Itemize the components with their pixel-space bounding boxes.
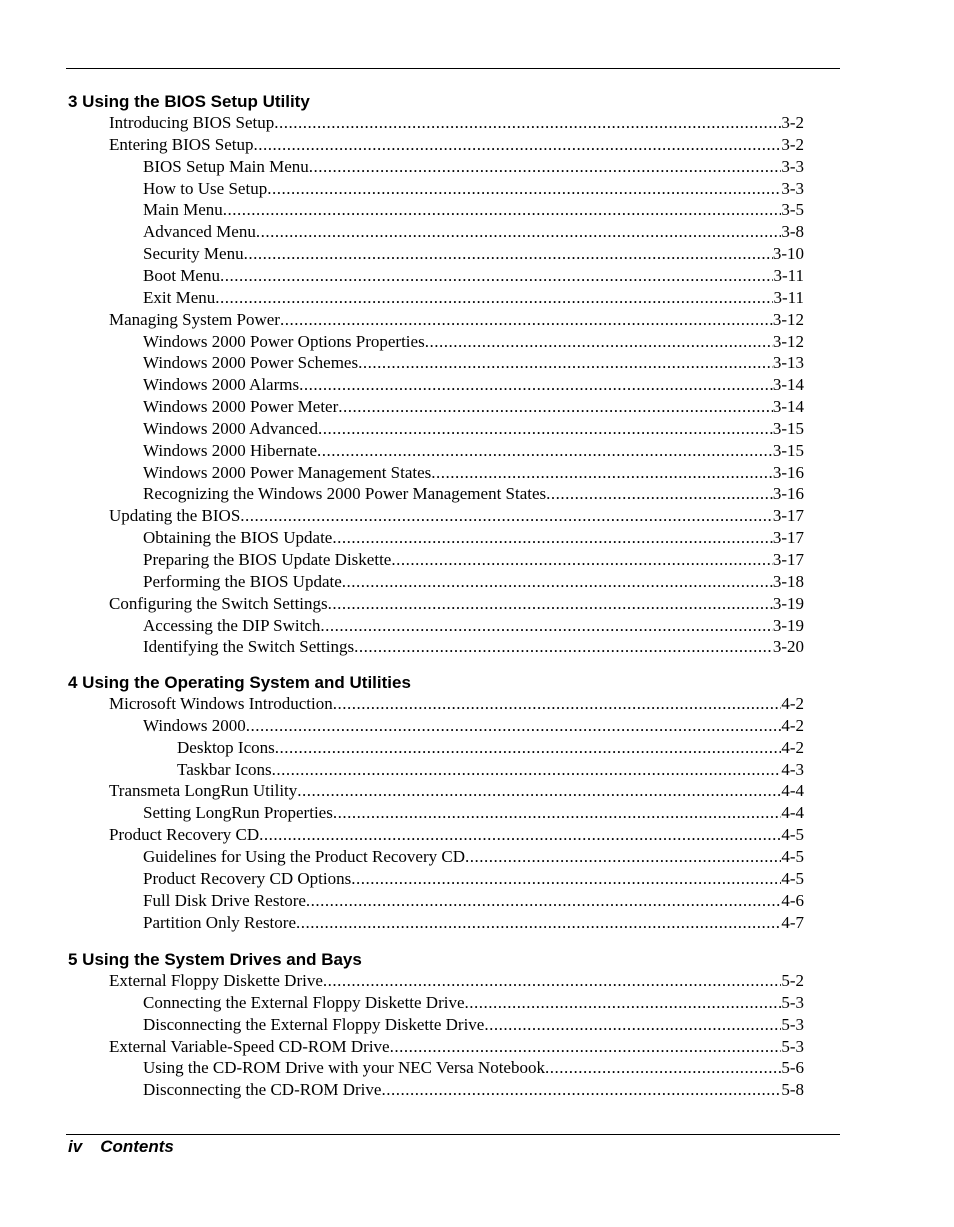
- toc-entry-title: Introducing BIOS Setup: [109, 113, 275, 132]
- dot-leader: [484, 1014, 781, 1036]
- toc-entry-title: Identifying the Switch Settings: [143, 637, 355, 657]
- toc-entry[interactable]: [143, 1057, 804, 1079]
- toc-entry-title: Connecting the External Floppy Diskette Drive: [143, 992, 465, 1012]
- dot-leader: [354, 636, 773, 658]
- toc-entry[interactable]: [143, 802, 804, 824]
- dot-leader: [332, 527, 772, 549]
- toc-entry-page: 4-2: [781, 694, 804, 713]
- dot-leader: [465, 846, 781, 868]
- toc-entry-title: Preparing the BIOS Update Diskette: [143, 550, 392, 569]
- dot-leader: [390, 1036, 782, 1058]
- toc-entry-title: Windows 2000 Power Schemes: [143, 353, 359, 373]
- toc-entry-page: 3-14: [772, 397, 804, 417]
- toc-entry-title: Windows 2000 Advanced: [143, 418, 318, 438]
- toc-entry-page: 3-16: [772, 484, 804, 504]
- toc-entry-page: 4-5: [781, 825, 804, 845]
- dot-leader: [240, 505, 773, 527]
- toc-entry-title: External Floppy Diskette Drive: [109, 971, 323, 990]
- toc-entry[interactable]: [109, 505, 804, 527]
- toc-entry[interactable]: [109, 970, 804, 992]
- toc-entry-page: 5-2: [781, 971, 804, 990]
- dot-leader: [351, 868, 781, 890]
- toc-entry-title: Boot Menu: [143, 265, 220, 285]
- dot-leader: [306, 890, 781, 912]
- toc-entry-title: Accessing the DIP Switch: [143, 615, 321, 635]
- dot-leader: [299, 374, 773, 396]
- dot-leader: [431, 462, 773, 484]
- toc-entry[interactable]: [143, 374, 804, 396]
- toc-entry-page: 3-11: [773, 265, 804, 285]
- footer-page-number: iv: [68, 1137, 83, 1156]
- footer-rule: [66, 1134, 840, 1135]
- toc-entry-title: Disconnecting the CD-ROM Drive: [143, 1080, 382, 1100]
- dot-leader: [320, 615, 772, 637]
- toc-entry-title: Obtaining the BIOS Update: [143, 528, 333, 548]
- toc-entry[interactable]: [143, 890, 804, 912]
- toc-entry-title: Product Recovery CD Options: [143, 868, 352, 888]
- toc-entry-title: Security Menu: [143, 244, 244, 264]
- toc-entry-title: How to Use Setup: [143, 178, 268, 198]
- toc-entry-title: Advanced Menu: [143, 222, 256, 242]
- toc-entry-page: 3-5: [781, 200, 804, 220]
- toc-entry-page: 3-2: [781, 134, 804, 154]
- toc-entry[interactable]: [143, 1014, 804, 1036]
- toc-entry[interactable]: [177, 759, 804, 781]
- dot-leader: [358, 352, 773, 374]
- toc-entry-title: Transmeta LongRun Utility: [109, 781, 298, 801]
- toc-entry[interactable]: [143, 992, 804, 1014]
- toc-entry[interactable]: [109, 824, 804, 846]
- toc-entry-page: 3-20: [772, 637, 804, 657]
- toc-entry-page: 3-13: [772, 353, 804, 373]
- dot-leader: [333, 802, 782, 824]
- toc-entry-page: 4-2: [781, 715, 804, 735]
- toc-entry-page: 4-5: [781, 868, 804, 888]
- toc-entry-title: Windows 2000 Power Management States: [143, 462, 432, 482]
- toc-entry[interactable]: [143, 715, 804, 737]
- toc-entry[interactable]: [143, 199, 804, 221]
- toc-entry-page: 3-11: [773, 287, 804, 307]
- dot-leader: [318, 418, 773, 440]
- toc-entry-page: 5-6: [781, 1058, 804, 1078]
- dot-leader: [256, 221, 782, 243]
- toc-entry[interactable]: [109, 780, 804, 802]
- footer-section-title: Contents: [100, 1137, 174, 1156]
- toc-entry-title: Partition Only Restore: [143, 912, 296, 932]
- toc-entry[interactable]: [143, 868, 804, 890]
- toc-entry-title: Entering BIOS Setup: [109, 134, 254, 154]
- toc-entry-title: Recognizing the Windows 2000 Power Management States: [143, 484, 547, 504]
- dot-leader: [296, 912, 781, 934]
- toc-entry-title: Taskbar Icons: [177, 759, 272, 779]
- toc-entry-page: 4-2: [781, 737, 804, 757]
- dot-leader: [220, 265, 773, 287]
- toc-entry-page: 4-6: [781, 890, 804, 910]
- toc-entry-page: 5-3: [781, 1036, 804, 1056]
- toc-entry-page: 3-14: [772, 375, 804, 395]
- toc-entry-title: Windows 2000 Hibernate: [143, 440, 318, 460]
- toc-entry-title: Product Recovery CD: [109, 825, 260, 845]
- toc-entry[interactable]: [143, 178, 804, 200]
- chapter-title: 4 Using the Operating System and Utilities: [68, 673, 411, 692]
- dot-leader: [333, 693, 782, 715]
- dot-leader: [244, 243, 773, 265]
- dot-leader: [274, 112, 781, 134]
- toc-entry-page: 3-15: [772, 418, 804, 438]
- toc-entry-title: Windows 2000 Power Meter: [143, 397, 339, 417]
- toc-entry-title: Configuring the Switch Settings: [109, 593, 328, 613]
- toc-entry-title: Desktop Icons: [177, 737, 275, 757]
- toc-entry-title: Exit Menu: [143, 287, 216, 307]
- toc-entry-title: BIOS Setup Main Menu: [143, 156, 309, 176]
- toc-entry[interactable]: [143, 912, 804, 934]
- dot-leader: [317, 440, 773, 462]
- toc-entry-page: 3-15: [772, 440, 804, 460]
- toc-entry-page: 3-17: [772, 550, 804, 569]
- toc-entry[interactable]: [109, 1036, 804, 1058]
- toc-entry-title: Main Menu: [143, 200, 223, 220]
- toc-entry-title: Disconnecting the External Floppy Diskette Drive: [143, 1014, 485, 1034]
- toc-entry-page: 3-10: [772, 244, 804, 264]
- toc-entry[interactable]: [143, 462, 804, 484]
- toc-entry-title: Windows 2000 Power Options Properties: [143, 331, 425, 351]
- dot-leader: [297, 780, 781, 802]
- dot-leader: [545, 1057, 781, 1079]
- toc-entry-title: Updating the BIOS: [109, 506, 241, 526]
- dot-leader: [338, 396, 773, 418]
- dot-leader: [254, 134, 782, 156]
- toc-entry[interactable]: [143, 549, 804, 571]
- toc-entry[interactable]: [143, 287, 804, 309]
- dot-leader: [323, 970, 781, 992]
- toc-entry-page: 3-19: [772, 593, 804, 613]
- toc-entry-title: Windows 2000: [143, 715, 246, 735]
- dot-leader: [246, 715, 782, 737]
- toc-entry-page: 5-3: [781, 1014, 804, 1034]
- toc-entry[interactable]: [143, 846, 804, 868]
- toc-entry[interactable]: [143, 396, 804, 418]
- toc-entry[interactable]: [143, 243, 804, 265]
- toc-entry[interactable]: [177, 737, 804, 759]
- toc-entry-title: Microsoft Windows Introduction: [109, 694, 333, 713]
- toc-entry-title: Managing System Power: [109, 309, 280, 329]
- dot-leader: [425, 331, 773, 353]
- toc-entry-page: 3-12: [772, 309, 804, 329]
- toc-entry-page: 4-7: [781, 912, 804, 932]
- toc-entry-title: Windows 2000 Alarms: [143, 375, 300, 395]
- toc-entry[interactable]: [109, 134, 804, 156]
- page-footer: [68, 1137, 174, 1157]
- toc-entry[interactable]: [143, 221, 804, 243]
- toc-entry[interactable]: [143, 418, 804, 440]
- toc-entry[interactable]: [109, 693, 804, 715]
- toc-entry-page: 3-18: [772, 571, 804, 591]
- toc-entry-page: 3-17: [772, 506, 804, 526]
- toc-entry-page: 3-19: [772, 615, 804, 635]
- toc-entry-title: Using the CD-ROM Drive with your NEC Versa Notebook: [143, 1058, 545, 1078]
- toc-entry[interactable]: [143, 440, 804, 462]
- dot-leader: [275, 737, 782, 759]
- toc-entry-page: 4-4: [781, 803, 804, 823]
- toc-entry-page: 3-8: [781, 222, 804, 242]
- toc-entry[interactable]: [143, 636, 804, 658]
- toc-entry-page: 3-3: [781, 178, 804, 198]
- dot-leader: [259, 824, 781, 846]
- dot-leader: [215, 287, 773, 309]
- toc-entry[interactable]: [143, 331, 804, 353]
- chapter-title: 3 Using the BIOS Setup Utility: [68, 92, 310, 111]
- toc-entry-page: 3-16: [772, 462, 804, 482]
- toc-entry[interactable]: [143, 156, 804, 178]
- toc-entry-page: 4-4: [781, 781, 804, 801]
- dot-leader: [309, 156, 782, 178]
- dot-leader: [280, 309, 773, 331]
- toc-entry-page: 3-17: [772, 528, 804, 548]
- toc-entry-title: Performing the BIOS Update: [143, 571, 342, 591]
- dot-leader: [465, 992, 782, 1014]
- dot-leader: [546, 483, 773, 505]
- toc-entry[interactable]: [109, 593, 804, 615]
- toc-entry[interactable]: [109, 112, 804, 134]
- toc-entry-page: 3-2: [781, 113, 804, 132]
- toc-entry-page: 4-5: [781, 846, 804, 866]
- toc-entry[interactable]: [143, 483, 804, 505]
- dot-leader: [328, 593, 773, 615]
- toc-entry[interactable]: [143, 527, 804, 549]
- toc-entry[interactable]: [109, 309, 804, 331]
- dot-leader: [381, 1079, 781, 1101]
- chapter-title: 5 Using the System Drives and Bays: [68, 950, 362, 969]
- toc-entry[interactable]: [143, 571, 804, 593]
- toc-entry-title: Setting LongRun Properties: [143, 803, 333, 823]
- toc-entry[interactable]: [143, 615, 804, 637]
- dot-leader: [267, 178, 781, 200]
- toc-entry-page: 5-8: [781, 1080, 804, 1100]
- dot-leader: [223, 199, 782, 221]
- dot-leader: [272, 759, 782, 781]
- toc-entry-title: Full Disk Drive Restore: [143, 890, 306, 910]
- dot-leader: [342, 571, 773, 593]
- toc-entry[interactable]: [143, 1079, 804, 1101]
- toc-entry-page: 5-3: [781, 992, 804, 1012]
- toc-entry-page: 3-12: [772, 331, 804, 351]
- toc-entry[interactable]: [143, 352, 804, 374]
- dot-leader: [391, 549, 772, 571]
- toc-entry-page: 4-3: [781, 759, 804, 779]
- toc-entry[interactable]: [143, 265, 804, 287]
- header-rule: [66, 68, 840, 69]
- toc-entry-title: External Variable-Speed CD-ROM Drive: [109, 1036, 390, 1056]
- toc-entry-title: Guidelines for Using the Product Recovery CD: [143, 846, 465, 866]
- toc-entry-page: 3-3: [781, 156, 804, 176]
